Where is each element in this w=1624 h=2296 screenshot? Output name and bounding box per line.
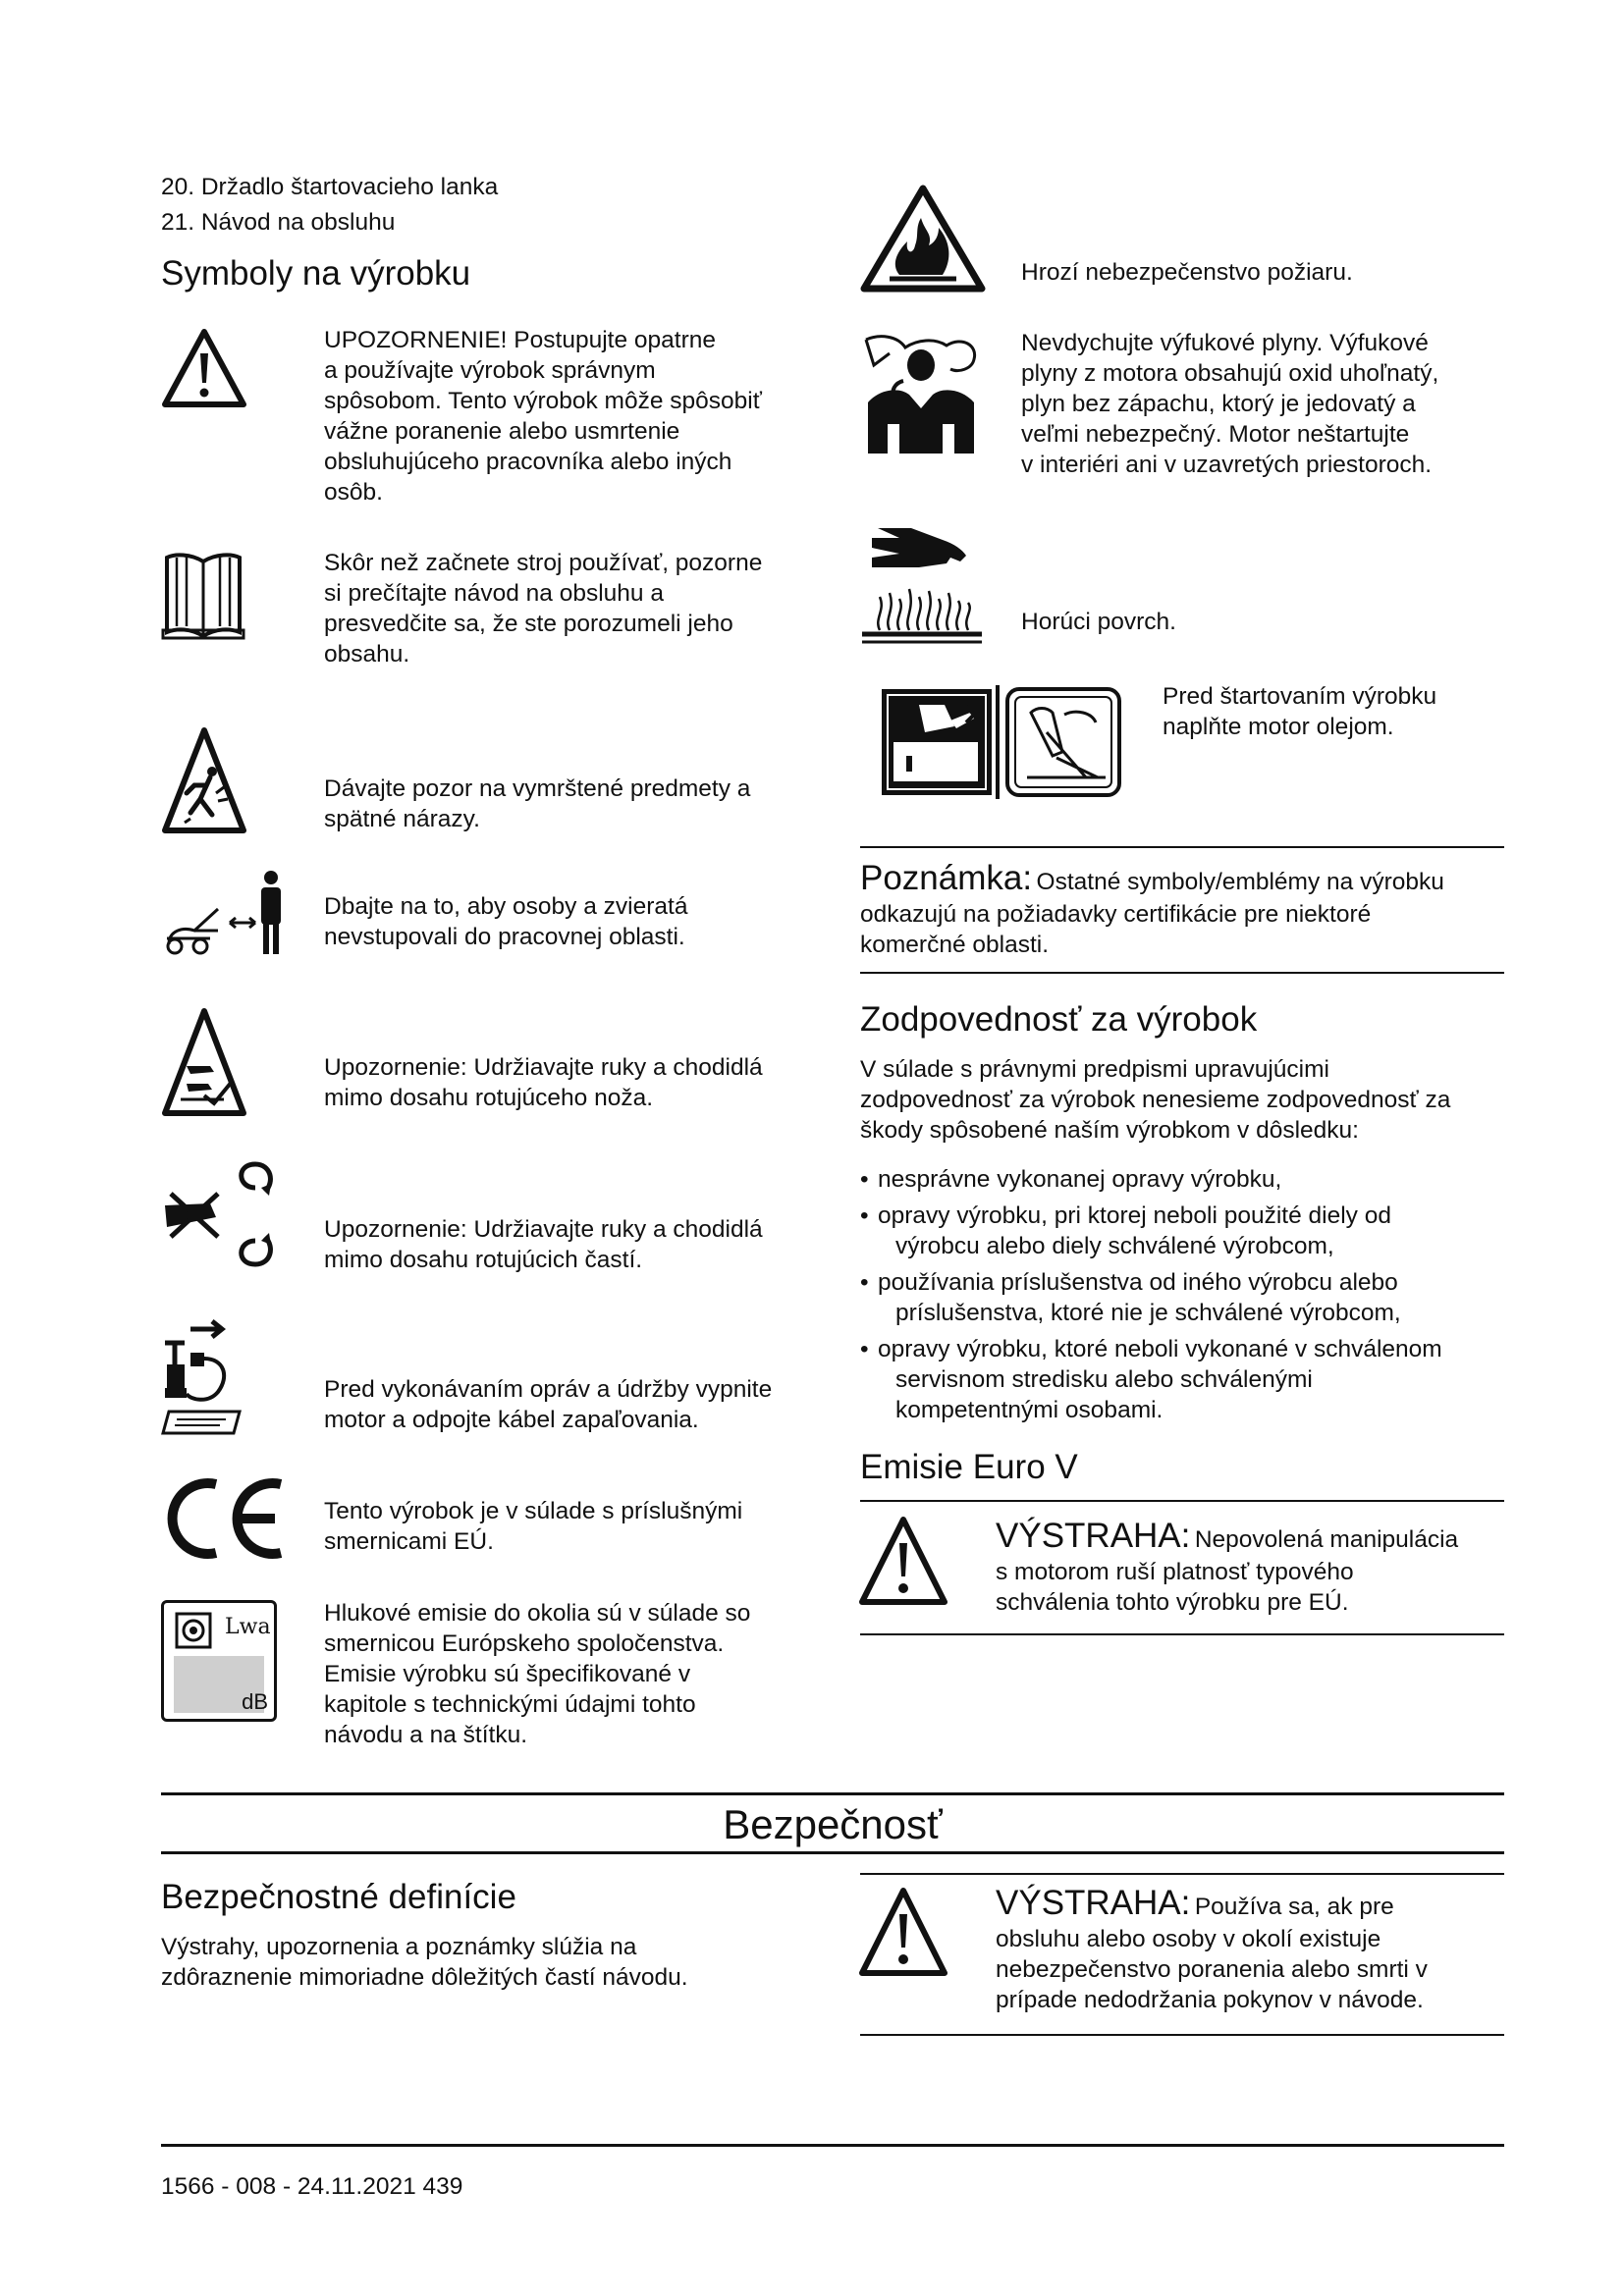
symbol-text: Pred vykonávaním opráv a údržby vypnite motor a odpojte kábel zapaľovania. — [324, 1376, 773, 1433]
safety-warning — [996, 1883, 1516, 2015]
warning-text: obsluhu alebo osoby v okolí existuje — [996, 1926, 1381, 1952]
note-text: Ostatné symboly/emblémy na výrobku — [1036, 869, 1444, 895]
divider — [860, 846, 1504, 848]
liability-title: Zodpovednosť za výrobok — [860, 1000, 1258, 1039]
symbol-text: Nevdychujte výfukové plyny. Výfukové plyny z motora obsahujú oxid uhoľnatý, plyn bez zápachu, ktorý je jedovatý a veľmi nebezpečný. Motor neštartujte v interiéri ani v uzavretých priestoroch. — [1021, 330, 1439, 478]
warning-text: s motorom ruší platnosť typového — [996, 1559, 1354, 1585]
hot-surface-icon — [860, 520, 984, 648]
footer-text: 1566 - 008 - 24.11.2021 439 — [161, 2173, 463, 2200]
note-label: Poznámka: — [860, 859, 1033, 897]
ce-mark-icon — [161, 1474, 289, 1563]
definitions-title: Bezpečnostné definície — [161, 1878, 516, 1916]
thrown-objects-icon — [161, 724, 247, 836]
symbol-text: Upozornenie: Udržiavajte ruky a chodidlá mimo dosahu rotujúcich častí. — [324, 1216, 763, 1273]
list-item: • nesprávne vykonanej opravy výrobku, — [860, 1164, 1508, 1195]
rotating-parts-icon — [161, 1158, 285, 1272]
list-item: 20. Držadlo štartovacieho lanka — [161, 174, 499, 200]
warning-triangle-icon — [858, 1514, 948, 1608]
warning-label: VÝSTRAHA: — [996, 1884, 1191, 1922]
warning-triangle-icon — [161, 328, 247, 408]
symbol-text: Dbajte na to, aby osoby a zvieratá nevstupovali do pracovnej oblasti. — [324, 893, 688, 950]
emission-warning — [996, 1516, 1516, 1618]
read-manual-icon — [161, 546, 245, 642]
fire-hazard-icon — [860, 185, 986, 294]
symbols-section-title: Symboly na výrobku — [161, 254, 471, 293]
warning-text: Nepovolená manipulácia — [1194, 1526, 1459, 1553]
symbol-text: Hlukové emisie do okolia sú v súlade so smernicou Európskeho spoločenstva. Emisie výrobku sú špecifikované v kapitole s technickými údajmi tohto návodu a na štítku. — [324, 1600, 751, 1748]
noise-emission-icon — [161, 1600, 277, 1722]
rotating-blade-icon — [161, 1005, 247, 1119]
list-item: • používania príslušenstva od iného výrobcu alebo príslušenstva, ktoré nie je schválené výrobcom, — [860, 1267, 1508, 1328]
divider — [860, 1873, 1504, 1875]
divider — [860, 2034, 1504, 2036]
divider — [860, 972, 1504, 974]
divider — [860, 1633, 1504, 1635]
liability-intro: V súlade s právnymi predpismi upravujúcimi zodpovednosť za výrobok nenesieme zodpovednosť za škody spôsobené naším výrobkom v dôsledku: — [860, 1056, 1451, 1144]
symbol-text: Hrozí nebezpečenstvo požiaru. — [1021, 259, 1353, 286]
warning-text: Používa sa, ak pre — [1194, 1894, 1394, 1920]
symbol-text: UPOZORNENIE! Postupujte opatrne a používajte výrobok správnym spôsobom. Tento výrobok môže spôsobiť vážne poranenie alebo usmrtenie obsluhujúceho pracovníka alebo iných osôb. — [324, 327, 762, 506]
symbol-text: Upozornenie: Udržiavajte ruky a chodidlá mimo dosahu rotujúceho noža. — [324, 1054, 763, 1111]
exhaust-gas-icon — [860, 330, 982, 457]
emission-title: Emisie Euro V — [860, 1448, 1078, 1486]
footer-divider — [161, 2144, 1504, 2147]
list-item: • opravy výrobku, pri ktorej neboli použité diely od výrobcu alebo diely schválené výrobcom, — [860, 1201, 1508, 1261]
symbol-text: Pred štartovaním výrobku naplňte motor olejom. — [1163, 683, 1437, 740]
fill-oil-icon — [880, 683, 1125, 801]
disconnect-spark-plug-icon — [161, 1317, 249, 1439]
warning-label: VÝSTRAHA: — [996, 1517, 1191, 1555]
note-text: odkazujú na požiadavky certifikácie pre niektoré — [860, 901, 1372, 928]
liability-list — [860, 1164, 1508, 1425]
divider — [161, 1851, 1504, 1854]
db-label: dB — [242, 1689, 268, 1714]
symbol-text: Horúci povrch. — [1021, 609, 1176, 635]
note-text: komerčné oblasti. — [860, 932, 1050, 958]
list-item: 21. Návod na obsluhu — [161, 209, 396, 236]
symbol-text: Tento výrobok je v súlade s príslušnými smernicami EÚ. — [324, 1498, 743, 1555]
divider — [860, 1500, 1504, 1502]
keep-distance-icon — [161, 868, 287, 958]
warning-triangle-icon — [858, 1885, 948, 1979]
symbol-text: Skôr než začnete stroj používať, pozorne si prečítajte návod na obsluhu a presvedčite sa, že ste porozumeli jeho obsahu. — [324, 550, 763, 667]
divider — [161, 1792, 1504, 1795]
list-item: • opravy výrobku, ktoré neboli vykonané v schválenom servisnom stredisku alebo schválenými kompetentnými osobami. — [860, 1334, 1508, 1425]
lwa-label: Lwa — [225, 1615, 271, 1639]
definitions-text: Výstrahy, upozornenia a poznámky slúžia na zdôraznenie mimoriadne dôležitých častí návodu. — [161, 1934, 688, 1991]
symbol-text: Dávajte pozor na vymrštené predmety a spätné nárazy. — [324, 775, 751, 832]
warning-text: schválenia tohto výrobku pre EÚ. — [996, 1589, 1349, 1616]
note — [860, 858, 1504, 960]
section-title: Bezpečnosť — [723, 1801, 943, 1847]
warning-text: prípade nedodržania pokynov v návode. — [996, 1987, 1424, 2013]
warning-text: nebezpečenstvo poranenia alebo smrti v — [996, 1956, 1428, 1983]
